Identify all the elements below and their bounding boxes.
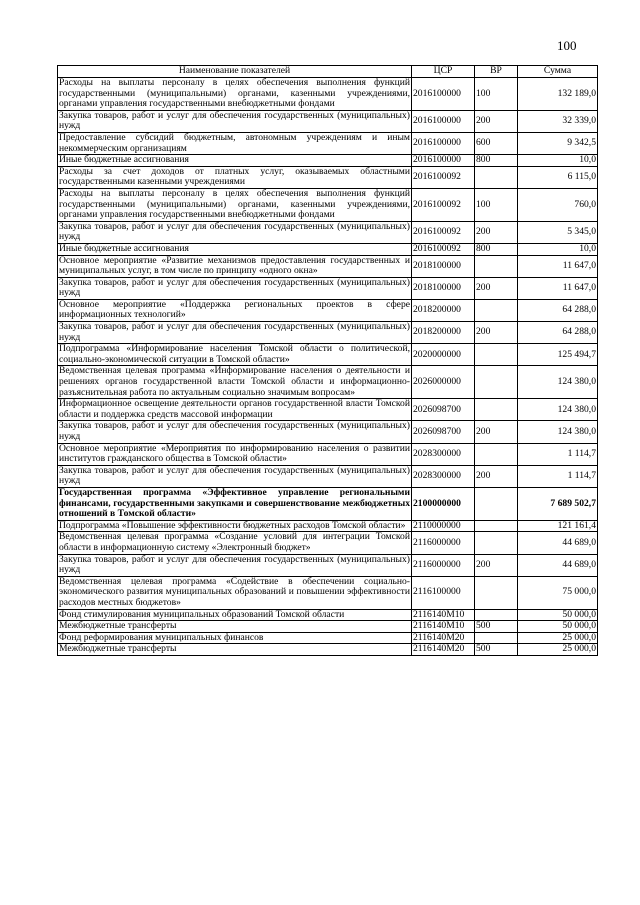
row-csr-cell: 2016100092 (412, 188, 475, 221)
row-sum-cell: 10,0 (518, 243, 598, 255)
row-csr-cell: 2016100000 (412, 110, 475, 132)
row-csr-cell: 2116140М10 (412, 621, 475, 633)
row-sum-cell: 50 000,0 (518, 621, 598, 633)
row-sum-cell: 32 339,0 (518, 110, 598, 132)
table-row (58, 644, 598, 656)
table-row (58, 532, 598, 554)
row-sum-cell: 1 114,7 (518, 465, 598, 487)
row-vr-cell: 800 (475, 155, 518, 167)
row-name-cell: Расходы на выплаты персоналу в целях обеспечения выполнения функций государственными (муниципальными) органами, казенными учреждениями, органами управления государственными внебюджетными фондами (59, 77, 410, 110)
row-csr-cell: 2116140М20 (412, 632, 475, 644)
row-csr-cell: 2016100092 (412, 166, 475, 188)
row-csr-cell: 2016100000 (412, 132, 475, 154)
row-vr-cell (475, 632, 518, 644)
row-name-cell: Межбюджетные трансферты (58, 644, 412, 656)
table-row (58, 487, 598, 520)
row-sum-cell: 10,0 (518, 155, 598, 167)
table-row (58, 255, 598, 277)
row-vr-cell (475, 255, 518, 277)
row-vr-cell (475, 576, 518, 609)
row-csr-cell: 2018200000 (412, 299, 475, 321)
row-name-cell: Закупка товаров, работ и услуг для обеспечения государственных (муниципальных) нужд (59, 109, 410, 132)
row-name-cell: Фонд реформирования муниципальных финансов (58, 632, 412, 644)
row-csr-cell: 2016100092 (412, 221, 475, 243)
row-sum-cell: 75 000,0 (518, 576, 598, 609)
budget-table (57, 65, 598, 656)
row-name-cell: Ведомственная целевая программа «Содействие в обеспечении социально-экономического развития муниципальных образований и повышении эффективности расходов местных бюджетов» (59, 575, 410, 608)
table-row (58, 421, 598, 443)
row-vr-cell: 200 (475, 465, 518, 487)
table-row (58, 576, 598, 609)
column-header-vr: ВР (475, 66, 518, 78)
row-csr-cell: 2026098700 (412, 421, 475, 443)
row-name-cell: Подпрограмма «Повышение эффективности бюджетных расходов Томской области» (58, 520, 412, 532)
row-sum-cell: 44 689,0 (518, 554, 598, 576)
row-sum-cell: 5 345,0 (518, 221, 598, 243)
row-vr-cell (475, 443, 518, 465)
row-name-cell: Основное мероприятие «Мероприятия по информированию населения о развитии институтов гражданского общества в Томской области» (59, 442, 410, 465)
row-csr-cell: 2016100000 (412, 78, 475, 111)
row-name-cell: Подпрограмма «Информирование населения Томской области о политической, социально-экономической ситуации в Томской области» (59, 343, 410, 365)
row-csr-cell: 2020000000 (412, 344, 475, 366)
row-name-cell: Закупка товаров, работ и услуг для обеспечения государственных (муниципальных) нужд (59, 220, 410, 243)
row-name-cell: Основное мероприятие «Поддержка региональных проектов в сфере информационных технологий» (59, 298, 410, 321)
row-vr-cell: 200 (475, 322, 518, 344)
row-csr-cell: 2100000000 (412, 487, 475, 520)
row-name-cell: Расходы за счет доходов от платных услуг, оказываемых областными государственными казенными учреждениями (59, 165, 410, 188)
row-sum-cell: 9 342,5 (518, 132, 598, 154)
row-sum-cell: 44 689,0 (518, 532, 598, 554)
row-name-cell: Ведомственная целевая программа «Создание условий для интеграции Томской области в информационную систему «Электронный бюджет» (59, 531, 410, 553)
table-row (58, 465, 598, 487)
table-row (58, 299, 598, 321)
row-csr-cell: 2116100000 (412, 576, 475, 609)
row-sum-cell: 50 000,0 (518, 609, 598, 621)
table-row (58, 166, 598, 188)
row-sum-cell: 25 000,0 (518, 632, 598, 644)
row-sum-cell: 11 647,0 (518, 255, 598, 277)
row-name-cell: Закупка товаров, работ и услуг для обеспечения государственных (муниципальных) нужд (59, 420, 410, 442)
row-vr-cell (475, 399, 518, 421)
row-name-cell: Иные бюджетные ассигнования (58, 155, 412, 167)
row-vr-cell: 100 (475, 188, 518, 221)
row-sum-cell: 125 494,7 (518, 344, 598, 366)
row-csr-cell: 2028300000 (412, 443, 475, 465)
table-row (58, 344, 598, 366)
table-row (58, 554, 598, 576)
row-sum-cell: 132 189,0 (518, 78, 598, 111)
row-name-cell: Закупка товаров, работ и услуг для обеспечения государственных (муниципальных) нужд (59, 553, 410, 576)
table-header-row (58, 66, 598, 78)
row-csr-cell: 2018100000 (412, 277, 475, 299)
column-header-csr: ЦСР (412, 66, 475, 78)
table-row (58, 132, 598, 154)
table-row (58, 399, 598, 421)
row-name-cell: Расходы на выплаты персоналу в целях обеспечения выполнения функций государственными (муниципальными) органами, казенными учреждениями, органами управления государственными внебюджетными фондами (59, 187, 410, 221)
page-number: 100 (557, 38, 577, 53)
row-sum-cell: 1 114,7 (518, 443, 598, 465)
row-vr-cell: 800 (475, 243, 518, 255)
table-row (58, 78, 598, 111)
row-vr-cell: 500 (475, 621, 518, 633)
table-row (58, 609, 598, 621)
row-csr-cell: 2026098700 (412, 399, 475, 421)
row-name-cell: Информационное освещение деятельности органов государственной власти Томской области и поддержка средств массовой информации (59, 398, 410, 420)
table-row (58, 632, 598, 644)
row-name-cell: Предоставление субсидий бюджетным, автономным учреждениям и иным некоммерческим организациям (59, 131, 410, 154)
row-name-cell: Основное мероприятие «Развитие механизмов предоставления государственных и муниципальных услуг, в том числе по принципу «одного окна» (59, 254, 410, 277)
table-row (58, 110, 598, 132)
row-sum-cell: 121 161,4 (518, 520, 598, 532)
row-csr-cell: 2016100092 (412, 243, 475, 255)
row-sum-cell: 124 380,0 (518, 366, 598, 399)
table-row (58, 155, 598, 167)
row-vr-cell: 500 (475, 644, 518, 656)
row-vr-cell (475, 166, 518, 188)
row-csr-cell: 2116140М20 (412, 644, 475, 656)
table-body (58, 78, 598, 656)
table-row (58, 366, 598, 399)
row-vr-cell: 200 (475, 554, 518, 576)
row-csr-cell: 2116140М10 (412, 609, 475, 621)
table-row (58, 221, 598, 243)
row-vr-cell: 200 (475, 110, 518, 132)
row-sum-cell: 64 288,0 (518, 299, 598, 321)
table-row (58, 322, 598, 344)
row-vr-cell (475, 366, 518, 399)
row-vr-cell (475, 299, 518, 321)
column-header-name: Наименование показателей (58, 66, 412, 78)
row-name-cell: Государственная программа «Эффективное управление региональными финансами, государственными закупками и совершенствование межбюджетных отношений в Томской области» (59, 486, 410, 520)
row-name-cell: Иные бюджетные ассигнования (58, 243, 412, 255)
row-csr-cell: 2116000000 (412, 532, 475, 554)
table-row (58, 277, 598, 299)
row-vr-cell: 200 (475, 421, 518, 443)
table-row (58, 621, 598, 633)
row-sum-cell: 11 647,0 (518, 277, 598, 299)
row-name-cell: Фонд стимулирования муниципальных образований Томской области (58, 609, 412, 621)
row-vr-cell: 100 (475, 78, 518, 111)
row-sum-cell: 6 115,0 (518, 166, 598, 188)
table-row (58, 520, 598, 532)
row-csr-cell: 2018200000 (412, 322, 475, 344)
row-csr-cell: 2016100000 (412, 155, 475, 167)
row-name-cell: Закупка товаров, работ и услуг для обеспечения государственных (муниципальных) нужд (59, 464, 410, 487)
row-vr-cell: 600 (475, 132, 518, 154)
row-name-cell: Закупка товаров, работ и услуг для обеспечения государственных (муниципальных) нужд (59, 276, 410, 299)
row-name-cell: Ведомственная целевая программа «Информирование населения о деятельности и решениях органов государственной власти Томской области и информационно-разъяснительная работа по актуальным социально значимым вопросам» (59, 365, 410, 398)
row-vr-cell (475, 520, 518, 532)
row-sum-cell: 25 000,0 (518, 644, 598, 656)
row-name-cell: Межбюджетные трансферты (58, 621, 412, 633)
table-row (58, 243, 598, 255)
row-vr-cell (475, 532, 518, 554)
row-vr-cell (475, 609, 518, 621)
row-csr-cell: 2116000000 (412, 554, 475, 576)
column-header-sum: Сумма (518, 66, 598, 78)
row-vr-cell (475, 344, 518, 366)
row-name-cell: Закупка товаров, работ и услуг для обеспечения государственных (муниципальных) нужд (59, 321, 410, 343)
row-vr-cell: 200 (475, 221, 518, 243)
row-sum-cell: 64 288,0 (518, 322, 598, 344)
row-csr-cell: 2026000000 (412, 366, 475, 399)
table-row (58, 188, 598, 221)
row-vr-cell: 200 (475, 277, 518, 299)
row-vr-cell (475, 487, 518, 520)
table-row (58, 443, 598, 465)
row-sum-cell: 124 380,0 (518, 421, 598, 443)
row-sum-cell: 760,0 (518, 188, 598, 221)
row-csr-cell: 2110000000 (412, 520, 475, 532)
row-sum-cell: 7 689 502,7 (518, 487, 598, 520)
row-csr-cell: 2028300000 (412, 465, 475, 487)
row-sum-cell: 124 380,0 (518, 399, 598, 421)
row-csr-cell: 2018100000 (412, 255, 475, 277)
